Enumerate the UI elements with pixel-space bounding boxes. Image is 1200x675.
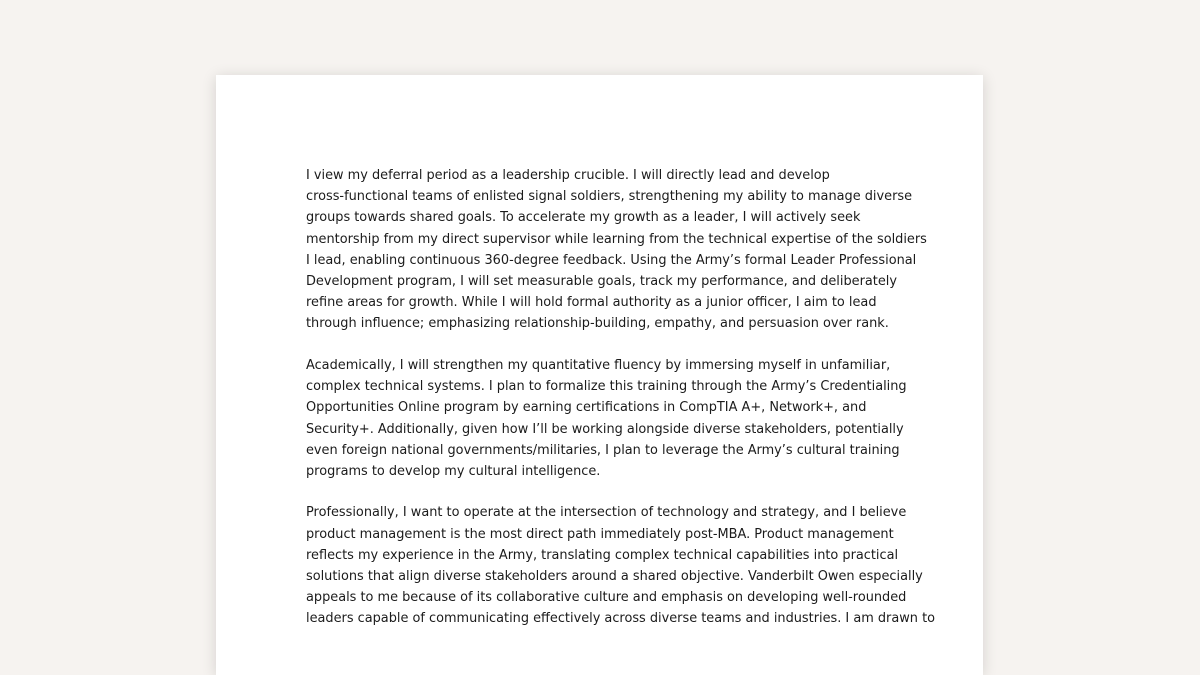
text-line: Academically, I will strengthen my quantitative fluency by immersing myself in unfamiliar, [306, 357, 891, 373]
essay-body [306, 165, 936, 650]
text-line: complex technical systems. I plan to formalize this training through the Army’s Credentialing [306, 379, 907, 395]
text-line: I view my deferral period as a leadership crucible. I will directly lead and develop [306, 168, 830, 183]
text-line: Development program, I will set measurable goals, track my performance, and deliberately [306, 274, 897, 290]
paragraph-professional [306, 502, 936, 629]
text-line: programs to develop my cultural intelligence. [306, 463, 601, 479]
text-line: through influence; emphasizing relationship-building, empathy, and persuasion over rank. [306, 316, 889, 332]
text-line: leaders capable of communicating effectively across diverse teams and industries. I am drawn to [306, 611, 936, 627]
text-line: I lead, enabling continuous 360-degree feedback. Using the Army’s formal Leader Professional [306, 252, 917, 268]
text-line: product management is the most direct path immediately post-MBA. Product management [306, 526, 894, 542]
text-line: refine areas for growth. While I will hold formal authority as a junior officer, I aim to lead [306, 295, 877, 311]
text-line: even foreign national governments/militaries, I plan to leverage the Army’s cultural training [306, 442, 900, 458]
text-line: cross-functional teams of enlisted signal soldiers, strengthening my ability to manage diverse [306, 189, 913, 205]
text-line: mentorship from my direct supervisor while learning from the technical expertise of the soldiers [306, 231, 927, 247]
text-line: Security+. Additionally, given how I’ll be working alongside diverse stakeholders, potentially [306, 421, 904, 437]
text-line: Professionally, I want to operate at the intersection of technology and strategy, and I believe [306, 505, 907, 521]
text-line: groups towards shared goals. To accelerate my growth as a leader, I will actively seek [306, 210, 861, 226]
text-line: Opportunities Online program by earning certifications in CompTIA A+, Network+, and [306, 400, 867, 416]
paragraph-leadership [306, 165, 927, 335]
text-line: solutions that align diverse stakeholders around a shared objective. Vanderbilt Owen especially [306, 569, 923, 585]
text-line: reflects my experience in the Army, translating complex technical capabilities into practical [306, 547, 899, 563]
document-page [216, 75, 983, 675]
text-line: appeals to me because of its collaborative culture and emphasis on developing well-rounded [306, 590, 907, 606]
paragraph-academic [306, 355, 906, 482]
